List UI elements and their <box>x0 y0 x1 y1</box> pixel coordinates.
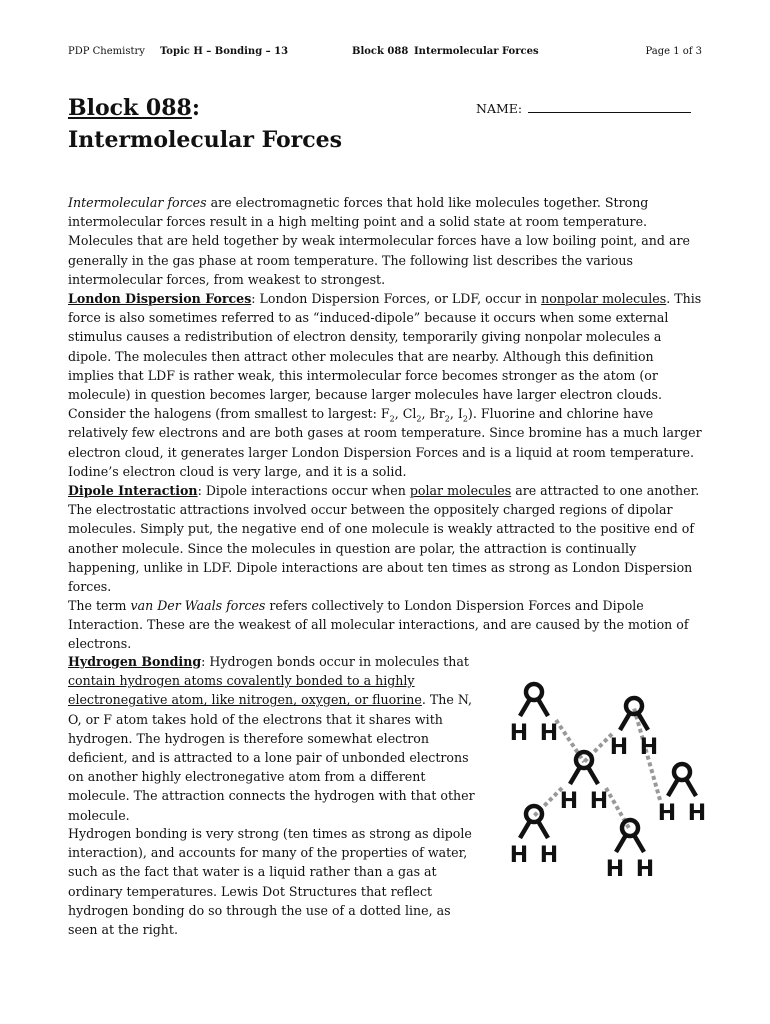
ldf-text-1: : London Dispersion Forces, or LDF, occur in <box>251 291 542 306</box>
hbond-text-1: : Hydrogen bonds occur in molecules that <box>201 654 469 669</box>
intro-text: are electromagnetic forces that hold like molecules together. Strong intermolecular forces result in a high melting point and a solid state at room temperature. Molecules that are held together by weak intermolecular forces have a low boiling point, and are generally in the gas phase at room temperature. The following list describes the various intermolecular forces, from weakest to strongest. <box>68 195 690 287</box>
covalent-bond <box>638 713 648 730</box>
ldf-sub-4: 2 <box>462 414 468 424</box>
covalent-bond <box>616 835 626 852</box>
covalent-bond <box>538 699 548 716</box>
header-course: PDP Chemistry <box>68 46 145 57</box>
oxygen-atom <box>526 684 542 700</box>
title-block: Block 088 <box>68 95 192 121</box>
hydrogen-atom-label: H <box>609 735 629 760</box>
covalent-bond <box>538 821 548 838</box>
hydrogen-bond-line-2 <box>584 734 612 762</box>
ldf-sub-1: 2 <box>389 414 395 424</box>
title-name: Intermolecular Forces <box>68 127 343 153</box>
hydrogen-atom-label: H <box>657 801 677 826</box>
ldf-heading: London Dispersion Forces <box>68 291 252 306</box>
hydrogen-atom-label: H <box>605 857 625 882</box>
dipole-text-1: : Dipole interactions occur when <box>197 483 410 498</box>
hbond-heading: Hydrogen Bonding <box>68 654 202 669</box>
intro-paragraph <box>68 193 702 289</box>
water-molecule-5 <box>510 806 558 868</box>
hydrogen-atom-label: H <box>589 789 609 814</box>
covalent-bond <box>634 835 644 852</box>
header-block: Block 088 <box>352 46 409 57</box>
ldf-sub-3: 2 <box>444 414 450 424</box>
header-subject: Intermolecular Forces <box>414 46 539 57</box>
hydrogen-atom-label: H <box>509 843 529 868</box>
name-label: NAME: <box>476 101 523 116</box>
dipole-heading: Dipole Interaction <box>68 483 198 498</box>
water-molecule-4 <box>658 764 706 826</box>
hydrogen-atom-label: H <box>539 843 559 868</box>
ldf-br: , Br <box>421 406 445 422</box>
hydrogen-atom-label: H <box>639 735 659 760</box>
covalent-bond <box>668 779 678 796</box>
page-title <box>68 92 342 156</box>
dipole-paragraph <box>68 481 702 596</box>
hydrogen-atom-label: H <box>509 721 529 746</box>
title-colon: : <box>191 95 200 121</box>
hydrogen-atom-label: H <box>687 801 707 826</box>
hbond-definition: contain hydrogen atoms covalently bonded to a highly electronegative atom, like nitrogen, oxygen, or fluorine <box>68 673 422 708</box>
water-molecules <box>510 684 706 882</box>
ldf-sub-2: 2 <box>416 414 422 424</box>
hydrogen-bond-line-3 <box>534 788 562 816</box>
hydrogen-atom-label: H <box>539 721 559 746</box>
ldf-cl: , Cl <box>394 406 417 422</box>
ldf-paragraph <box>68 289 702 481</box>
water-molecule-6 <box>606 820 654 882</box>
header-page-number: Page 1 of 3 <box>645 46 702 57</box>
covalent-bond <box>520 699 530 716</box>
covalent-bond <box>620 713 630 730</box>
dipole-polar-term: polar molecules <box>409 483 512 498</box>
ldf-i: , I <box>449 406 463 422</box>
hydrogen-bond-diagram <box>492 676 722 896</box>
water-molecule-1 <box>510 684 558 746</box>
vdw-text-1: The term <box>68 598 131 613</box>
hydrogen-atom-label: H <box>635 857 655 882</box>
ldf-text-3: ). Fluorine and chlorine have relatively few electrons and are both gases at room temperature. Since bromine has a much larger electron cloud, it generates larger London Dispersion Forces and is a liquid at room temperature. Iodine’s electron cloud is very large, and it is a solid. <box>68 406 702 479</box>
covalent-bond <box>520 821 530 838</box>
covalent-bond <box>686 779 696 796</box>
oxygen-atom <box>674 764 690 780</box>
vdw-paragraph <box>68 596 702 654</box>
oxygen-atom <box>622 820 638 836</box>
hbond-strength-text: Hydrogen bonding is very strong (ten times as strong as dipole interaction), and accounts for many of the properties of water, such as the fact that water is a liquid rather than a gas at ordinary temperatures. Lewis Dot Structures that reflect hydrogen bonding do so through the use of a dotted line, as seen at the right. <box>68 826 472 938</box>
hydrogen-bond-line-4 <box>606 788 630 830</box>
hydrogen-atom-label: H <box>559 789 579 814</box>
intro-term: Intermolecular forces <box>68 195 207 210</box>
hbond-paragraph <box>68 652 484 825</box>
hbond-text-2: . The N, O, or F atom takes hold of the electrons that it shares with hydrogen. The hydrogen is therefore somewhat electron deficient, and is attracted to a lone pair of unbonded electrons on another highly electronegative atom from a different molecule. The attraction connects the hydrogen with that other molecule. <box>68 692 475 823</box>
page-header <box>68 46 702 60</box>
ldf-nonpolar-term: nonpolar molecules <box>541 291 667 306</box>
vdw-text-2: refers collectively to London Dispersion Forces and Dipole Interaction. These are the weakest of all molecular interactions, and are caused by the motion of electrons. <box>68 598 689 652</box>
header-topic: Topic H – Bonding – 13 <box>160 46 289 57</box>
water-molecule-2 <box>610 698 658 760</box>
hbond-strength-paragraph <box>68 824 484 939</box>
covalent-bond <box>588 767 598 784</box>
name-field[interactable] <box>476 101 691 116</box>
covalent-bond <box>570 767 580 784</box>
vdw-term: van Der Waals forces <box>130 598 266 613</box>
ldf-text-2: . This force is also sometimes referred to as “induced-dipole” because it occurs when some external stimulus causes a redistribution of electron density, temporarily giving nonpolar molecules a dipole. The molecules then attract other molecules that are nearby. Although this definition implies that LDF is rather weak, this intermolecular force becomes stronger as the atom (or molecule) in question becomes larger, because larger molecules have larger electron clouds. Consider the halogens (from smallest to largest: F <box>68 291 702 422</box>
name-blank-line[interactable] <box>528 101 691 113</box>
dipole-text-2: are attracted to one another. The electrostatic attractions involved occur between the oppositely charged regions of dipolar molecules. Simply put, the negative end of one molecule is weakly attracted to the positive end of another molecule. Since the molecules in question are polar, the attraction is continually happening, unlike in LDF. Dipole interactions are about ten times as strong as London Dispersion forces. <box>68 483 700 595</box>
